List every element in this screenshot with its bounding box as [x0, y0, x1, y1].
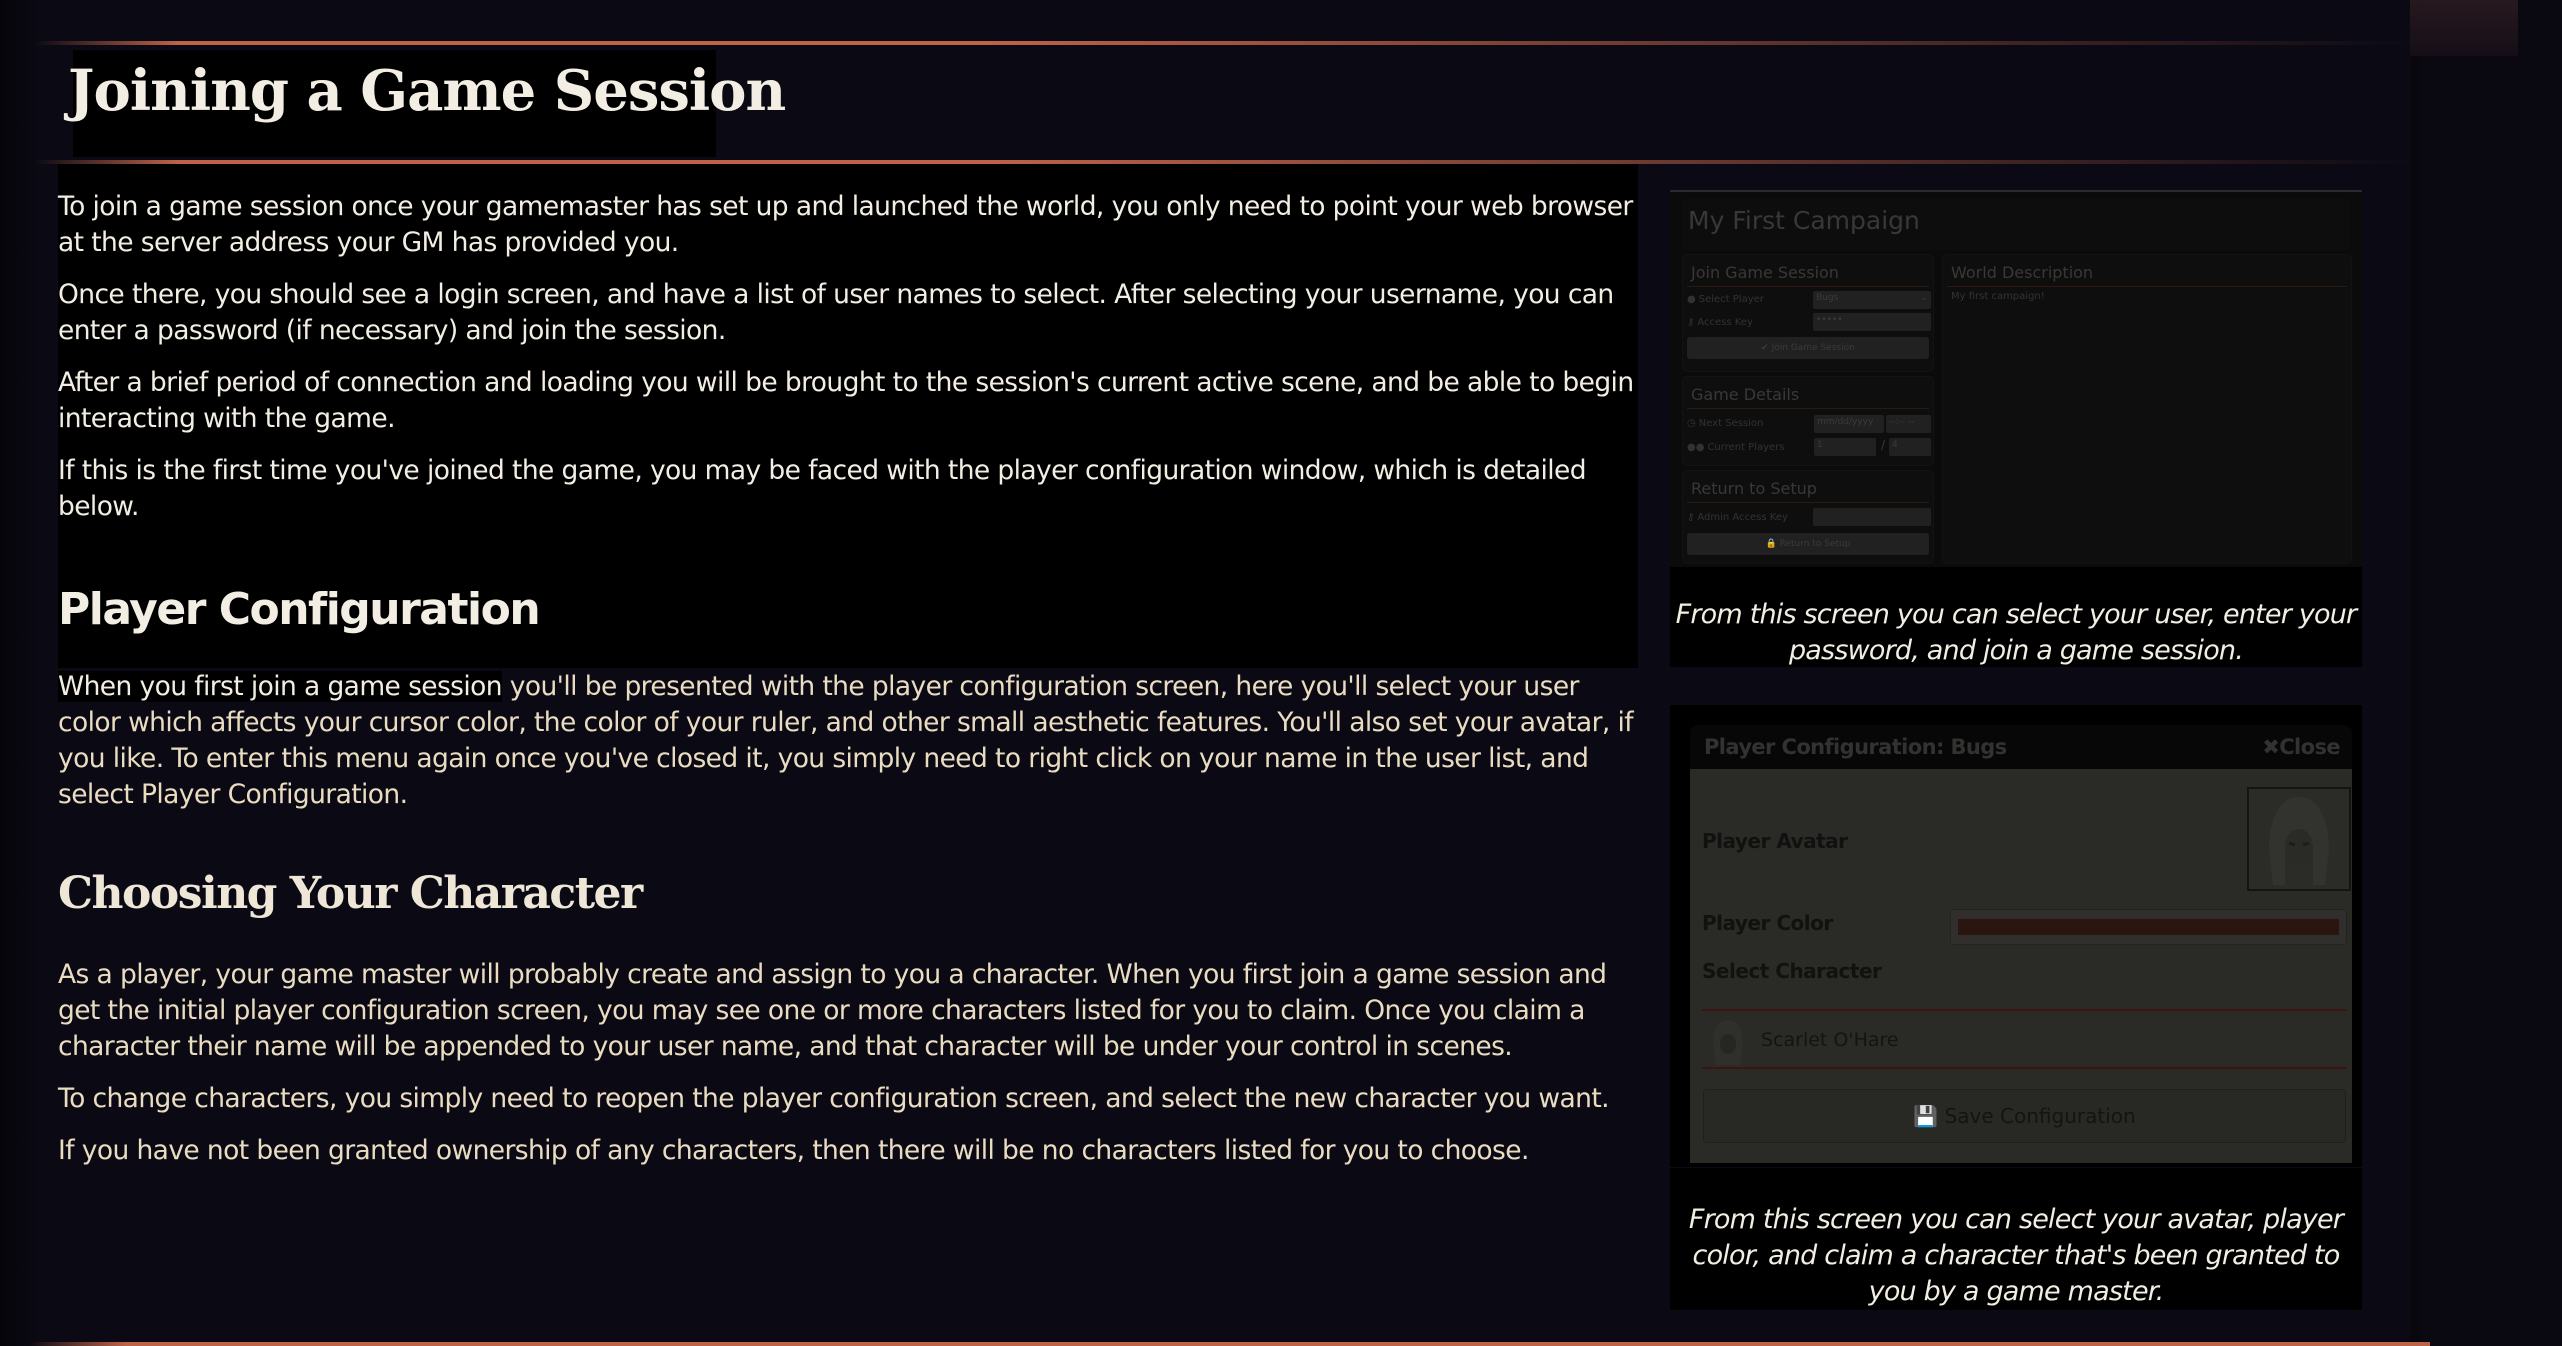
intro-paragraph: To join a game session once your gamemaster has set up and launched the world, you only need to point your web browser at the server address your GM has provided you.: [58, 191, 1633, 258]
choosing-paragraph: As a player, your game master will probably create and assign to you a character. When you first join a game session and get the initial player configuration screen, you may see one or more characters listed for you to claim. Once you claim a character their name will be appended to your user name, and that character will be under your control in scenes.: [58, 959, 1607, 1062]
intro-paragraph: After a brief period of connection and loading you will be brought to the session's current active scene, and be able to begin interacting with the game.: [58, 367, 1634, 434]
select-player-row: [1687, 289, 1764, 309]
game-details-heading: Game Details: [1687, 377, 1929, 409]
time-input[interactable]: --:-- --: [1886, 415, 1931, 433]
intro-paragraph: If this is the first time you've joined the game, you may be faced with the player configuration window, which is detailed below.: [58, 455, 1586, 522]
player-config-header: [1690, 725, 2352, 769]
choosing-paragraph: To change characters, you simply need to reopen the player configuration screen, and select the new character you want.: [58, 1083, 1609, 1114]
player-color-picker[interactable]: [1950, 909, 2347, 945]
check-icon: ✔: [1761, 343, 1769, 353]
hooded-figure-icon: [2249, 789, 2349, 889]
join-session-heading: Join Game Session: [1687, 255, 1929, 287]
clock-icon: ◷: [1687, 417, 1696, 429]
join-screen-caption: From this screen you can select your user, enter your password, and join a game session.: [1670, 567, 2362, 667]
close-button[interactable]: [2262, 735, 2340, 759]
select-character-label: Select Character: [1702, 959, 1882, 983]
character-list-top-divider: [1702, 1009, 2347, 1011]
admin-key-row: [1687, 507, 1788, 527]
world-description-card: [1942, 254, 2352, 564]
admin-key-label: Admin Access Key: [1697, 511, 1788, 523]
world-description-heading: World Description: [1947, 255, 2347, 287]
key-icon: ⚷: [1687, 316, 1695, 328]
user-icon: ●: [1687, 293, 1696, 305]
paragraph-text: you'll be presented with the player configuration screen, here you'll select your user color which affects your cursor color, the color of your ruler, and other small aesthetic features. You'll also set your avatar, if you like. To enter this menu again once you've closed it, you simply need to right click on your name in the user list, and select Player Configuration.: [58, 671, 1633, 810]
player-avatar[interactable]: [2247, 787, 2351, 891]
select-player-value: Bugs: [1816, 293, 1839, 303]
choosing-character-section: [58, 957, 1648, 1185]
player-config-figure: [1670, 705, 2362, 1167]
selected-text: When you first join a game session: [58, 671, 502, 702]
character-list-item[interactable]: [1702, 1015, 2347, 1067]
sidebar-strip: [2410, 0, 2562, 1346]
intro-section: [58, 189, 1648, 541]
chevron-down-icon: ⌄: [1920, 293, 1928, 303]
player-configuration-heading: Player Configuration: [58, 584, 540, 635]
floppy-disk-icon: 💾: [1913, 1104, 1939, 1128]
player-configuration-paragraph: [58, 669, 1648, 813]
page-title: Joining a Game Session: [68, 58, 786, 124]
access-key-row: [1687, 312, 1753, 332]
return-setup-heading: Return to Setup: [1687, 471, 1929, 503]
lock-icon: 🔒: [1765, 539, 1777, 549]
key-icon: ⚷: [1687, 511, 1695, 523]
character-list-bottom-divider: [1702, 1067, 2347, 1069]
join-game-session-button[interactable]: [1687, 337, 1929, 359]
select-player-dropdown[interactable]: [1813, 291, 1931, 309]
choosing-paragraph: If you have not been granted ownership of any characters, then there will be no characters listed for you to choose.: [58, 1135, 1529, 1166]
game-details-card: [1682, 376, 1934, 466]
player-config-caption: From this screen you can select your avatar, player color, and claim a character that's been granted to you by a game master.: [1670, 1168, 2362, 1310]
return-button-label: Return to Setup: [1779, 539, 1851, 549]
access-key-label: Access Key: [1697, 316, 1753, 328]
top-divider: [35, 41, 2415, 45]
date-input[interactable]: mm/dd/yyyy: [1814, 415, 1884, 433]
player-configuration-section: [58, 669, 1648, 829]
world-description-text: My first campaign!: [1951, 291, 2045, 302]
admin-key-input[interactable]: [1813, 508, 1931, 526]
users-icon: ●●: [1687, 441, 1705, 453]
color-swatch: [1958, 919, 2339, 935]
players-separator: /: [1881, 438, 1886, 452]
choosing-character-heading: Choosing Your Character: [58, 868, 642, 919]
player-avatar-label: Player Avatar: [1702, 829, 1848, 853]
access-key-input[interactable]: •••••: [1813, 313, 1931, 331]
close-label: Close: [2279, 735, 2340, 759]
next-session-label: Next Session: [1698, 417, 1764, 429]
intro-paragraph: Once there, you should see a login screen, and have a list of user names to select. After selecting your username, you can enter a password (if necessary) and join the session.: [58, 279, 1614, 346]
bottom-divider: [30, 1342, 2430, 1346]
player-config-body: [1690, 769, 2352, 1163]
character-name: Scarlet O'Hare: [1761, 1029, 1899, 1051]
next-session-row: [1687, 413, 1763, 433]
close-icon: ✖: [2262, 735, 2280, 759]
current-players-input[interactable]: 1: [1814, 438, 1876, 456]
join-screen-figure: [1670, 190, 2362, 567]
return-to-setup-button[interactable]: [1687, 533, 1929, 555]
return-setup-card: [1682, 470, 1934, 564]
join-session-card: [1682, 254, 1934, 372]
current-players-label: Current Players: [1707, 441, 1785, 453]
world-title: My First Campaign: [1682, 198, 2350, 250]
player-color-label: Player Color: [1702, 911, 1833, 935]
current-players-row: [1687, 437, 1785, 457]
join-button-label: Join Game Session: [1771, 343, 1855, 353]
character-avatar-icon: [1708, 1017, 1748, 1067]
save-configuration-button[interactable]: [1703, 1089, 2346, 1143]
select-player-label: Select Player: [1698, 293, 1764, 305]
save-button-label: Save Configuration: [1944, 1104, 2136, 1128]
page-left-edge: [0, 0, 40, 1346]
max-players-input[interactable]: 4: [1889, 438, 1931, 456]
sidebar-glow: [2410, 0, 2518, 56]
player-config-title: Player Configuration: Bugs: [1704, 735, 2007, 759]
